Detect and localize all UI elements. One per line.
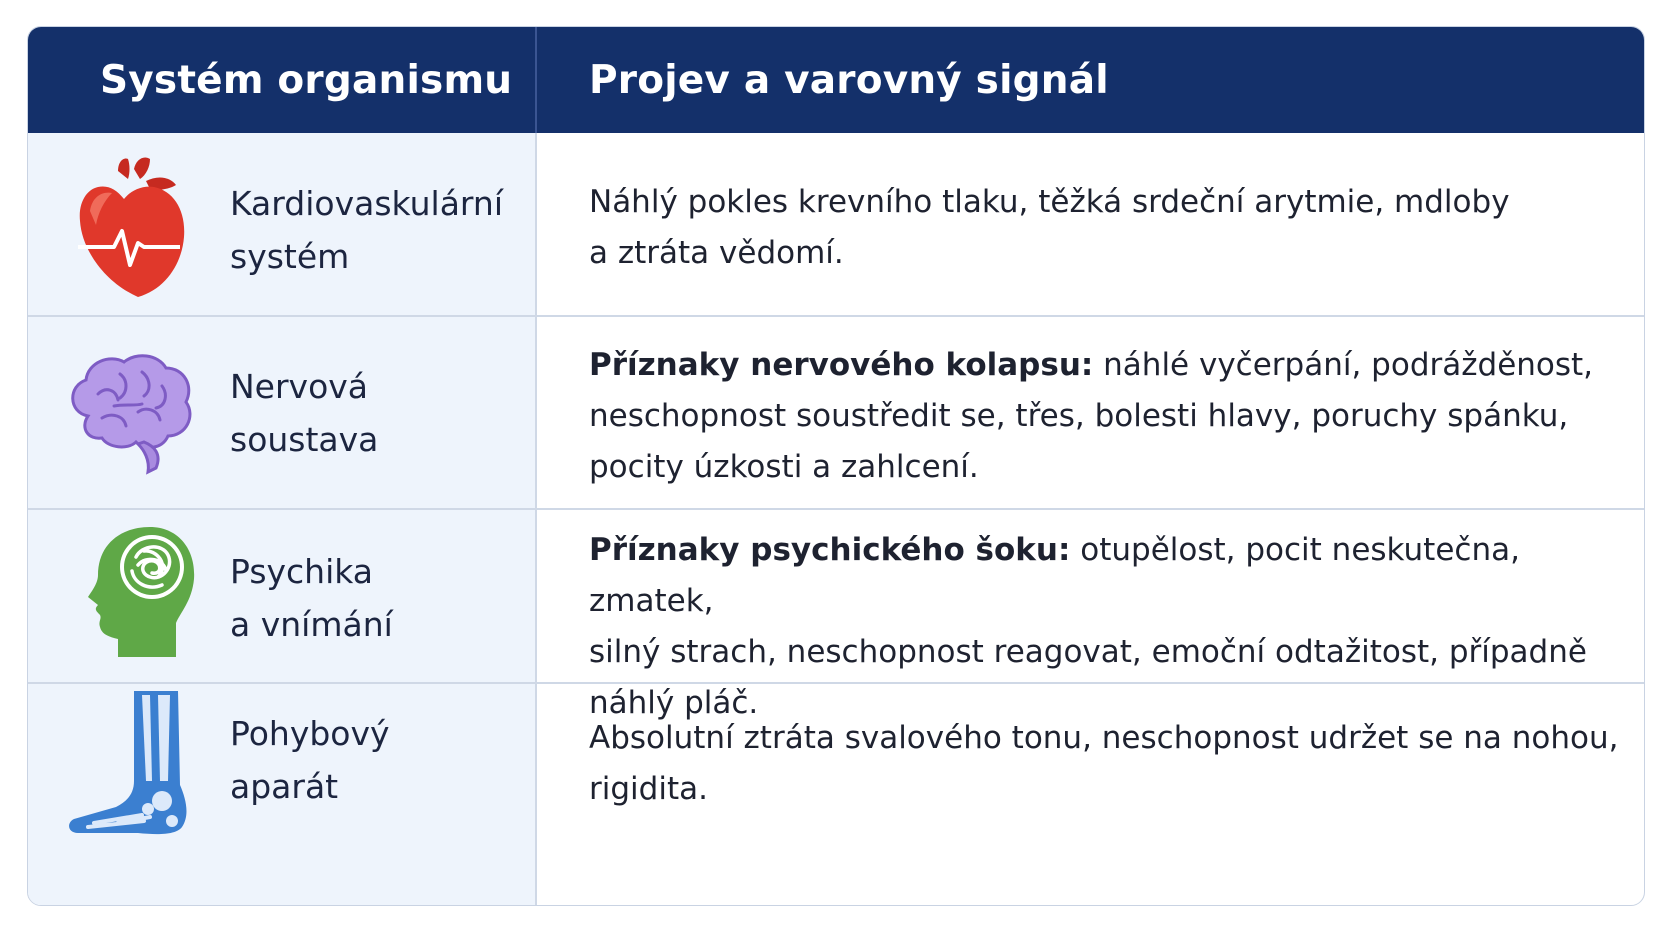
brain-icon (58, 346, 198, 476)
symptom-description: Příznaky psychického šoku: otupělost, pocit neskutečna, zmatek, silný strach, neschopnost reagovat, emoční odtažitost, případně náhlý pláč. (589, 532, 1587, 721)
header-col-system: Systém organismu (100, 57, 513, 103)
symptom-description: Náhlý pokles krevního tlaku, těžká srdeční arytmie, mdloby a ztráta vědomí. (589, 184, 1510, 271)
system-label: Nervová soustava (230, 367, 379, 459)
heart-icon (58, 151, 198, 301)
table-header (28, 27, 1644, 133)
header-divider (535, 27, 537, 133)
header-col-symptoms: Projev a varovný signál (589, 57, 1109, 103)
symptom-table (27, 26, 1645, 906)
leg-bone-icon (58, 689, 198, 839)
system-label: Kardiovaskulární systém (230, 184, 503, 276)
system-label: Psychika a vnímání (230, 552, 393, 644)
table-row-nervous (28, 316, 1644, 509)
head-mind-icon (58, 521, 198, 661)
table-row-cardio (28, 133, 1644, 327)
table-row-locomotor (28, 683, 1644, 906)
symptom-description: Příznaky nervového kolapsu: náhlé vyčerpání, podrážděnost, neschopnost soustředit se, třes, bolesti hlavy, poruchy spánku, pocity úzkosti a zahlcení. (589, 347, 1594, 485)
symptom-description: Absolutní ztráta svalového tonu, neschopnost udržet se na nohou, rigidita. (589, 720, 1619, 807)
system-label: Pohybový aparát (230, 714, 390, 806)
table-row-psyche (28, 509, 1644, 721)
